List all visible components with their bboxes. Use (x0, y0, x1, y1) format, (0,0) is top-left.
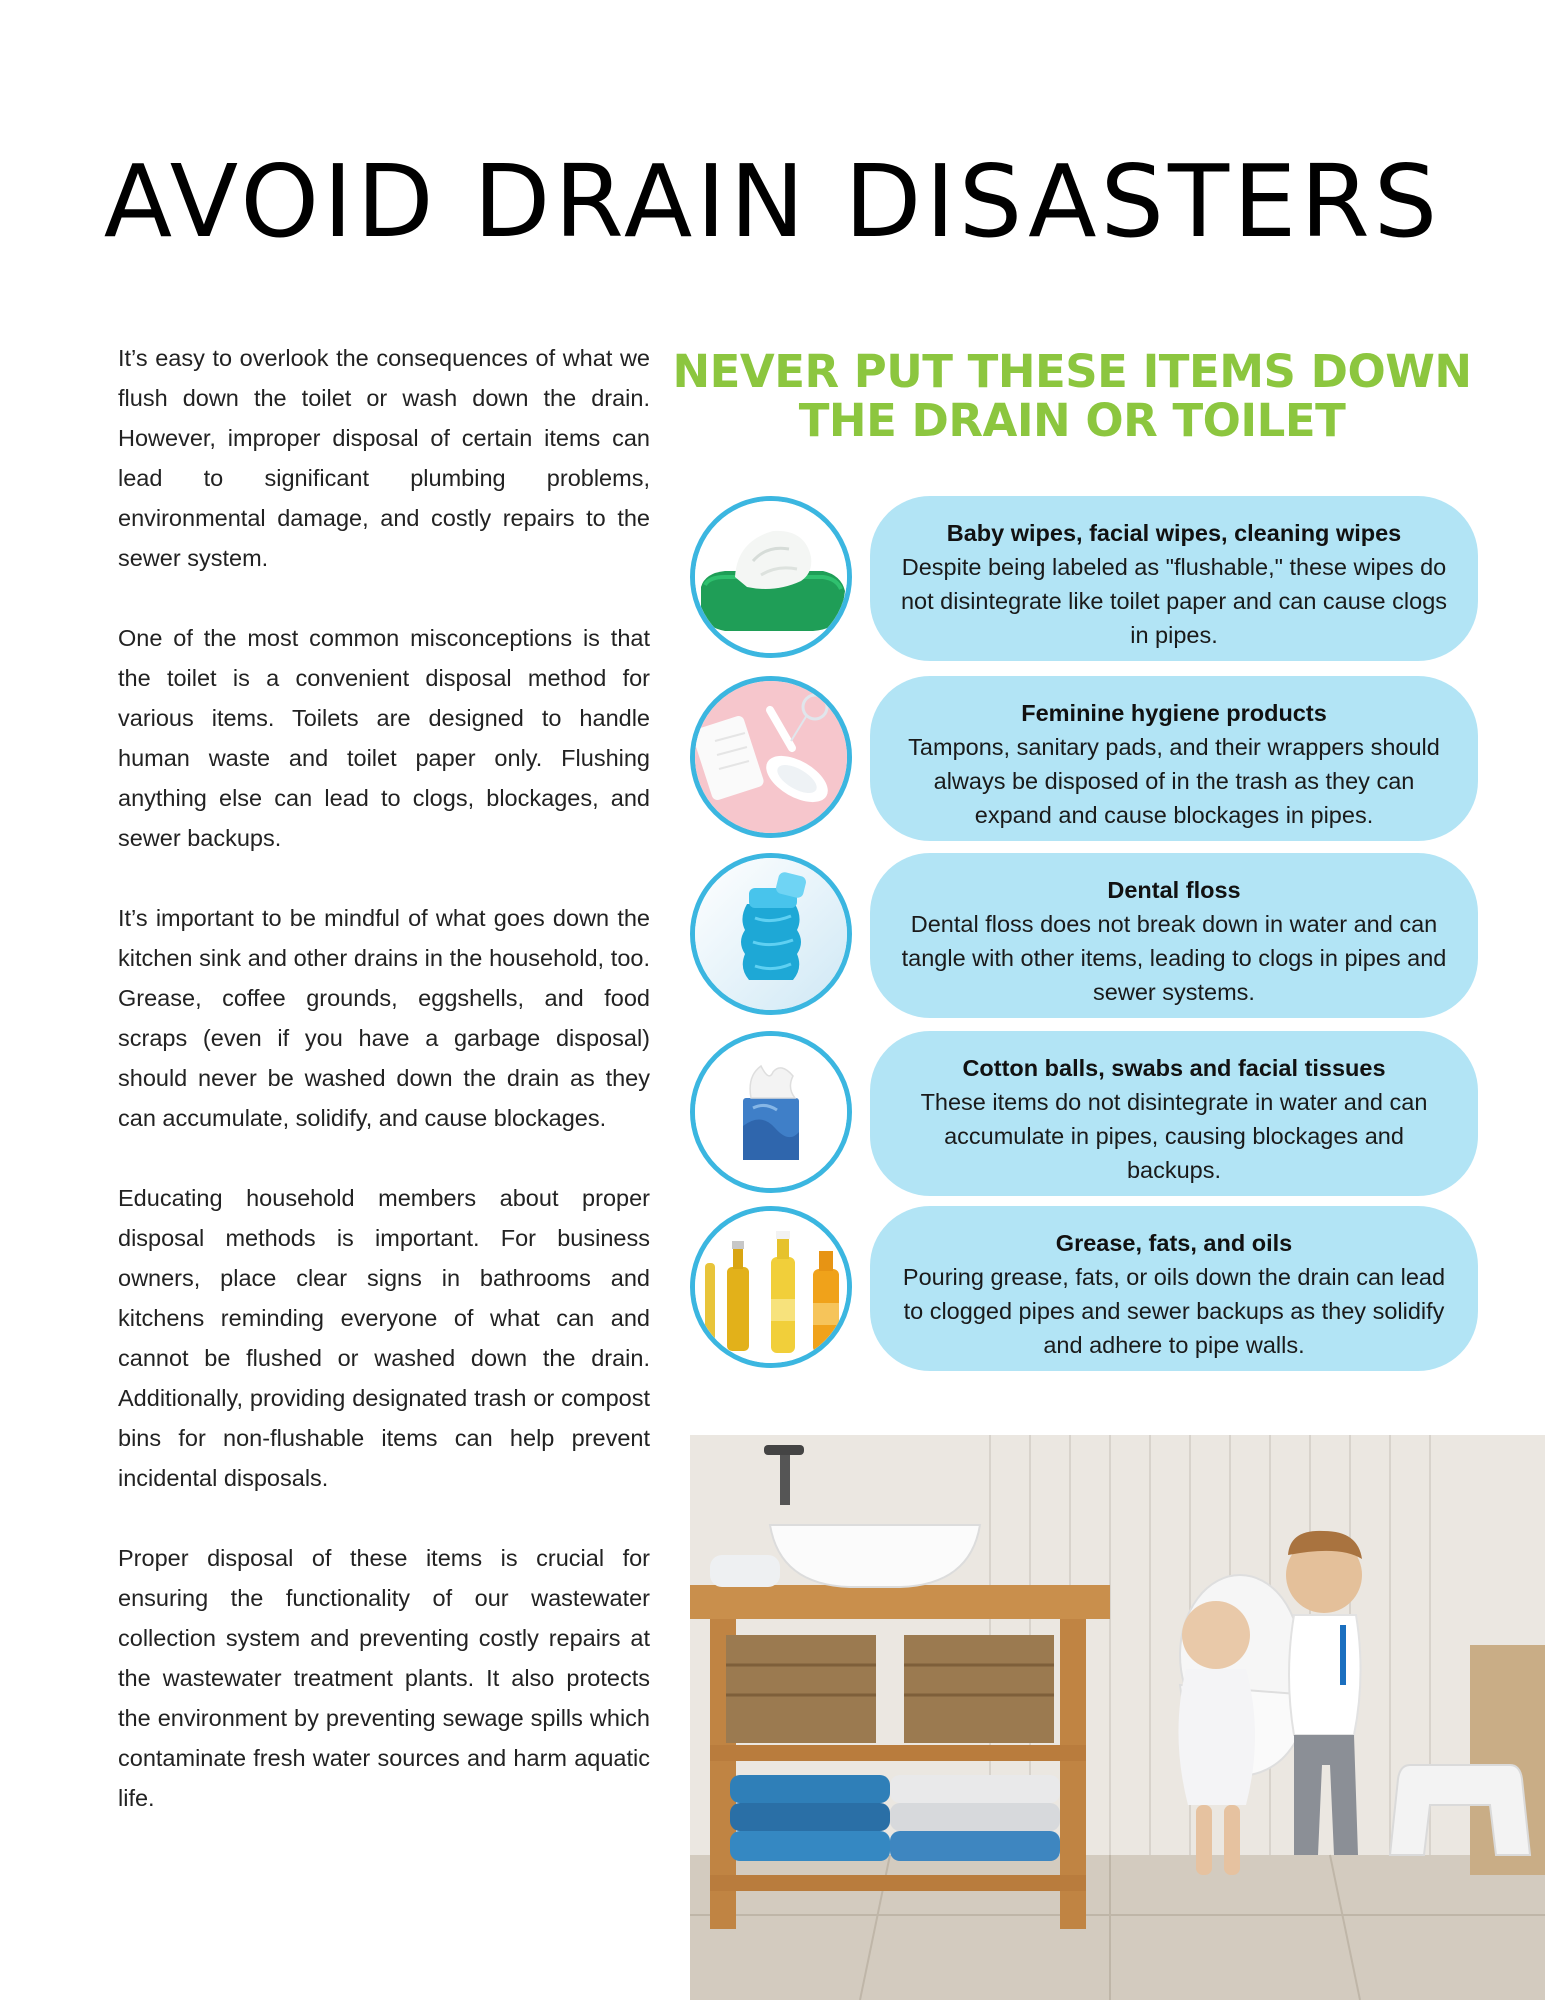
item-dental-floss-description: Dental floss does not break down in water and can tangle with other items, leading to clogs in pipes and sewer systems. (901, 910, 1447, 1005)
item-grease-oils-title: Grease, fats, and oils (1055, 1229, 1293, 1256)
item-cotton-tissues-title: Cotton balls, swabs and facial tissues (962, 1054, 1386, 1081)
item-cotton-tissues-card (870, 1031, 1478, 1196)
intro-text-column (118, 338, 650, 1858)
item-feminine-hygiene-title: Feminine hygiene products (1021, 699, 1327, 726)
item-cotton-tissues (690, 1031, 1490, 1199)
item-grease-oils-card (870, 1206, 1478, 1371)
paragraph-5: Proper disposal of these items is crucial for ensuring the functionality of our wastewater collection system and preventing costly repairs at the wastewater treatment plants. It also protects the environment by preventing sewage spills which contaminate fresh water sources and harm aquatic life. (118, 1545, 650, 1811)
item-dental-floss-card (870, 853, 1478, 1018)
paragraph-1: It’s easy to overlook the consequences of what we flush down the toilet or wash down the drain. However, improper disposal of certain items can lead to significant plumbing problems, environmental damage, and costly repairs to the sewer system. (118, 345, 650, 571)
dental-floss-image (690, 853, 852, 1015)
paragraph-3: It’s important to be mindful of what goes down the kitchen sink and other drains in the household, too. Grease, coffee grounds, eggshells, and food scraps (even if you have a garbage disposal) should never be washed down the drain as they can accumulate, solidify, and cause blockages. (118, 905, 650, 1131)
item-feminine-hygiene (690, 676, 1490, 844)
item-wipes (690, 496, 1490, 664)
page-title: AVOID DRAIN DISASTERS (103, 143, 1442, 260)
item-dental-floss-title: Dental floss (1107, 876, 1241, 903)
item-wipes-card (870, 496, 1478, 661)
item-grease-oils-description: Pouring grease, fats, or oils down the drain can lead to clogged pipes and sewer backups as they solidify and adhere to pipe walls. (902, 1263, 1446, 1358)
paragraph-4: Educating household members about proper disposal methods is important. For business owners, place clear signs in bathrooms and kitchens reminding everyone of what can and cannot be flushed or washed down the drain. Additionally, providing designated trash or compost bins for non-flushable items can help prevent incidental disposals. (118, 1185, 650, 1491)
item-wipes-description: Despite being labeled as "flushable," these wipes do not disintegrate like toilet paper and can cause clogs in pipes. (900, 553, 1448, 648)
hygiene-products-image (690, 676, 852, 838)
item-wipes-title: Baby wipes, facial wipes, cleaning wipes (946, 519, 1402, 546)
oil-bottles-image (690, 1206, 852, 1368)
tissue-box-image (690, 1031, 852, 1193)
item-dental-floss (690, 853, 1490, 1021)
item-grease-oils (690, 1206, 1490, 1374)
heading-line-2: THE DRAIN OR TOILET (798, 394, 1346, 447)
item-cotton-tissues-description: These items do not disintegrate in water and can accumulate in pipes, causing blockages and backups. (920, 1088, 1428, 1183)
wipes-pack-image (690, 496, 852, 658)
item-feminine-hygiene-description: Tampons, sanitary pads, and their wrappers should always be disposed of in the trash as they can expand and cause blockages in pipes. (908, 733, 1440, 828)
item-feminine-hygiene-card (870, 676, 1478, 841)
paragraph-2: One of the most common misconceptions is that the toilet is a convenient disposal method for various items. Toilets are designed to handle human waste and toilet paper only. Flushing anything else can lead to clogs, blockages, and sewer backups. (118, 625, 650, 851)
never-flush-heading (672, 347, 1472, 445)
bathroom-kids-photo (690, 1435, 1545, 2000)
heading-line-1: NEVER PUT THESE ITEMS DOWN (672, 345, 1472, 398)
